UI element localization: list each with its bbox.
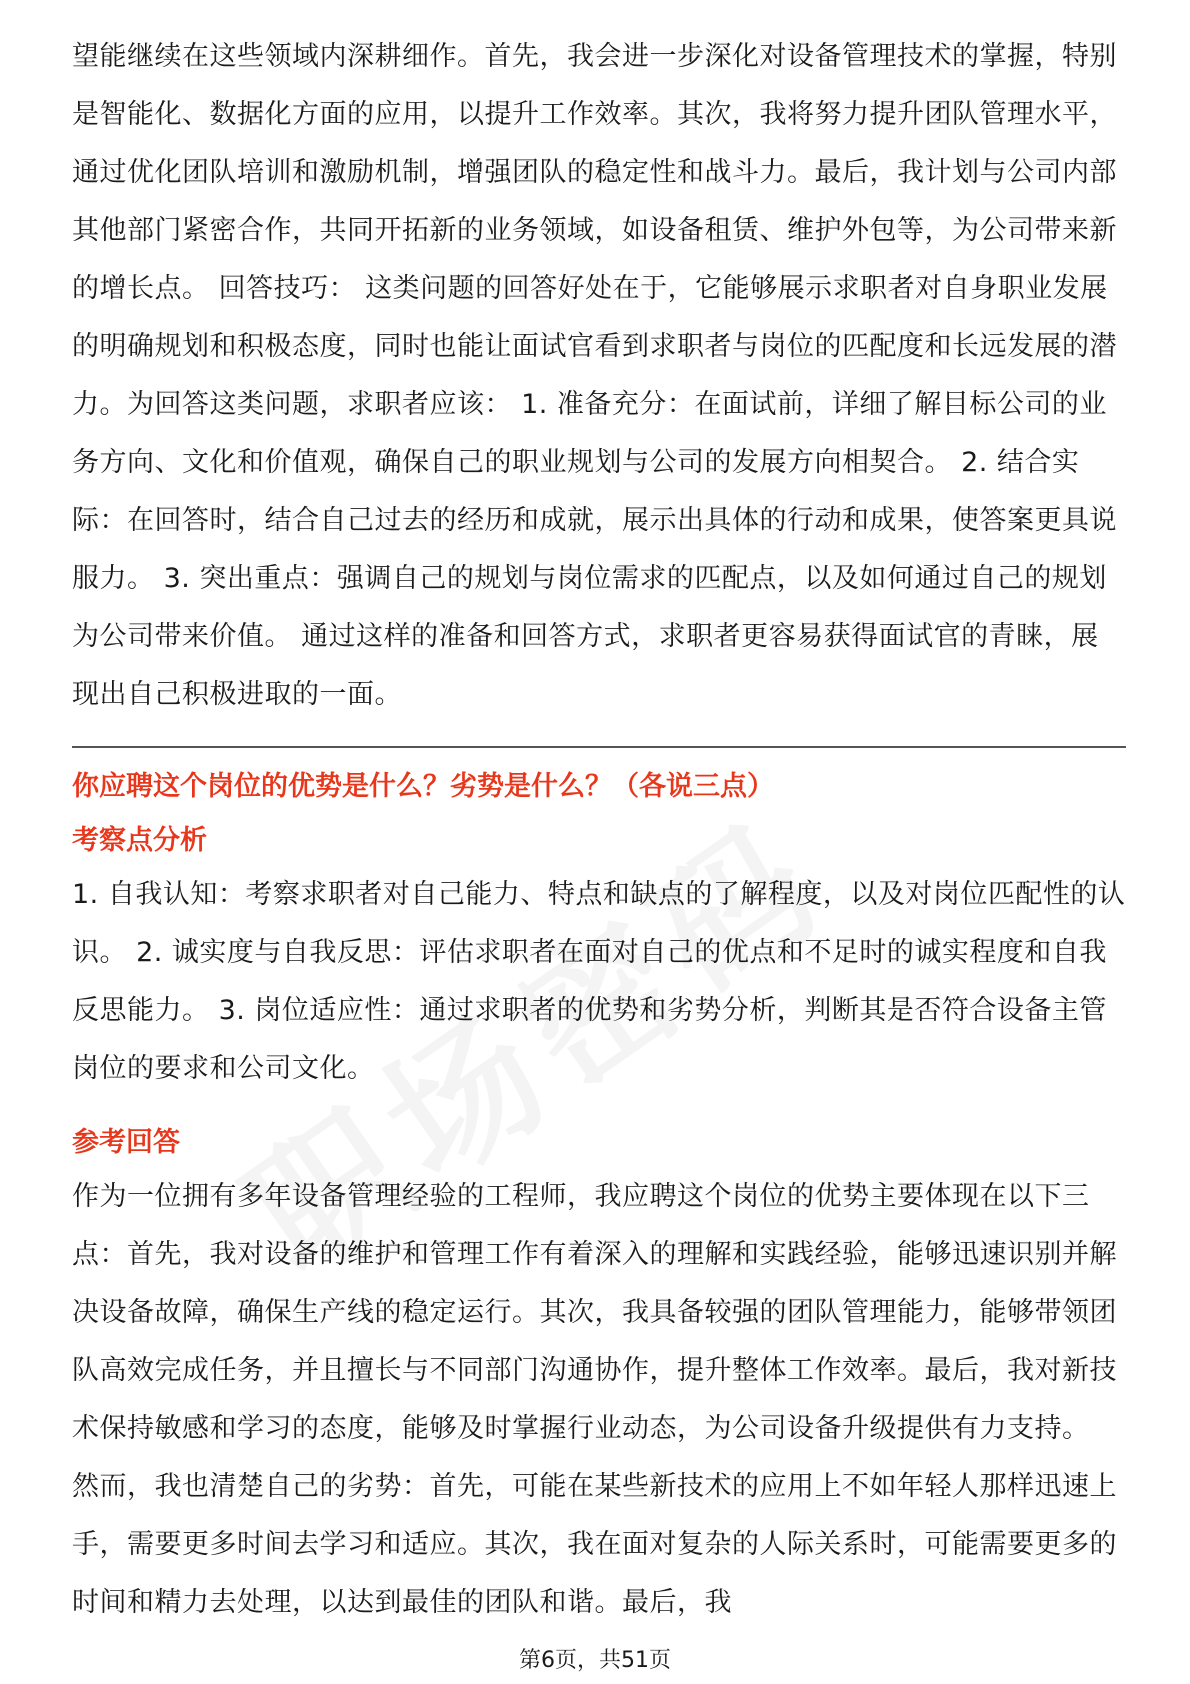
answer-paragraph: 作为一位拥有多年设备管理经验的工程师，我应聘这个岗位的优势主要体现在以下三点：首先，我对设备的维护和管理工作有着深入的理解和实践经验，能够迅速识别并解决设备故障，确保生产线的稳定运行。其次，我具备较强的团队管理能力，能够带领团队高效完成任务，并且擅长与不同部门沟通协作，提升整体工作效率。最后，我对新技术保持敏感和学习的态度，能够及时掌握行业动态，为公司设备升级提供有力支持。 然而，我也清楚自己的劣势：首先，可能在某些新技术的应用上不如年轻人那样迅速上手，需要更多时间去学习和适应。其次，我在面对复杂的人际关系时，可能需要更多的时间和精力去处理，以达到最佳的团队和谐。最后，我	[72, 1181, 1117, 1618]
question-title: 你应聘这个岗位的优势是什么？劣势是什么？（各说三点）	[72, 771, 774, 802]
analysis-paragraph: 1. 自我认知：考察求职者对自己能力、特点和缺点的了解程度，以及对岗位匹配性的认识。 2. 诚实度与自我反思：评估求职者在面对自己的优点和不足时的诚实程度和自我反思能力。 3. 岗位适应性：通过求职者的优势和劣势分析，判断其是否符合设备主管岗位的要求和公司文化。	[72, 879, 1126, 1084]
analysis-heading: 考察点分析	[72, 825, 207, 856]
page-number-footer: 第6页，共51页	[519, 1648, 671, 1673]
document-page	[72, 28, 1126, 1632]
continued-answer-paragraph: 望能继续在这些领域内深耕细作。首先，我会进一步深化对设备管理技术的掌握，特别是智能化、数据化方面的应用，以提升工作效率。其次，我将努力提升团队管理水平，通过优化团队培训和激励机制，增强团队的稳定性和战斗力。最后，我计划与公司内部其他部门紧密合作，共同开拓新的业务领域，如设备租赁、维护外包等，为公司带来新的增长点。 回答技巧： 这类问题的回答好处在于，它能够展示求职者对自身职业发展的明确规划和积极态度，同时也能让面试官看到求职者与岗位的匹配度和长远发展的潜力。为回答这类问题，求职者应该： 1. 准备充分：在面试前，详细了解目标公司的业务方向、文化和价值观，确保自己的职业规划与公司的发展方向相契合。 2. 结合实际：在回答时，结合自己过去的经历和成就，展示出具体的行动和成果，使答案更具说服力。 3. 突出重点：强调自己的规划与岗位需求的匹配点，以及如何通过自己的规划为公司带来价值。 通过这样的准备和回答方式，求职者更容易获得面试官的青睐，展现出自己积极进取的一面。	[72, 41, 1117, 710]
answer-heading: 参考回答	[72, 1127, 180, 1158]
section-divider	[72, 746, 1126, 748]
